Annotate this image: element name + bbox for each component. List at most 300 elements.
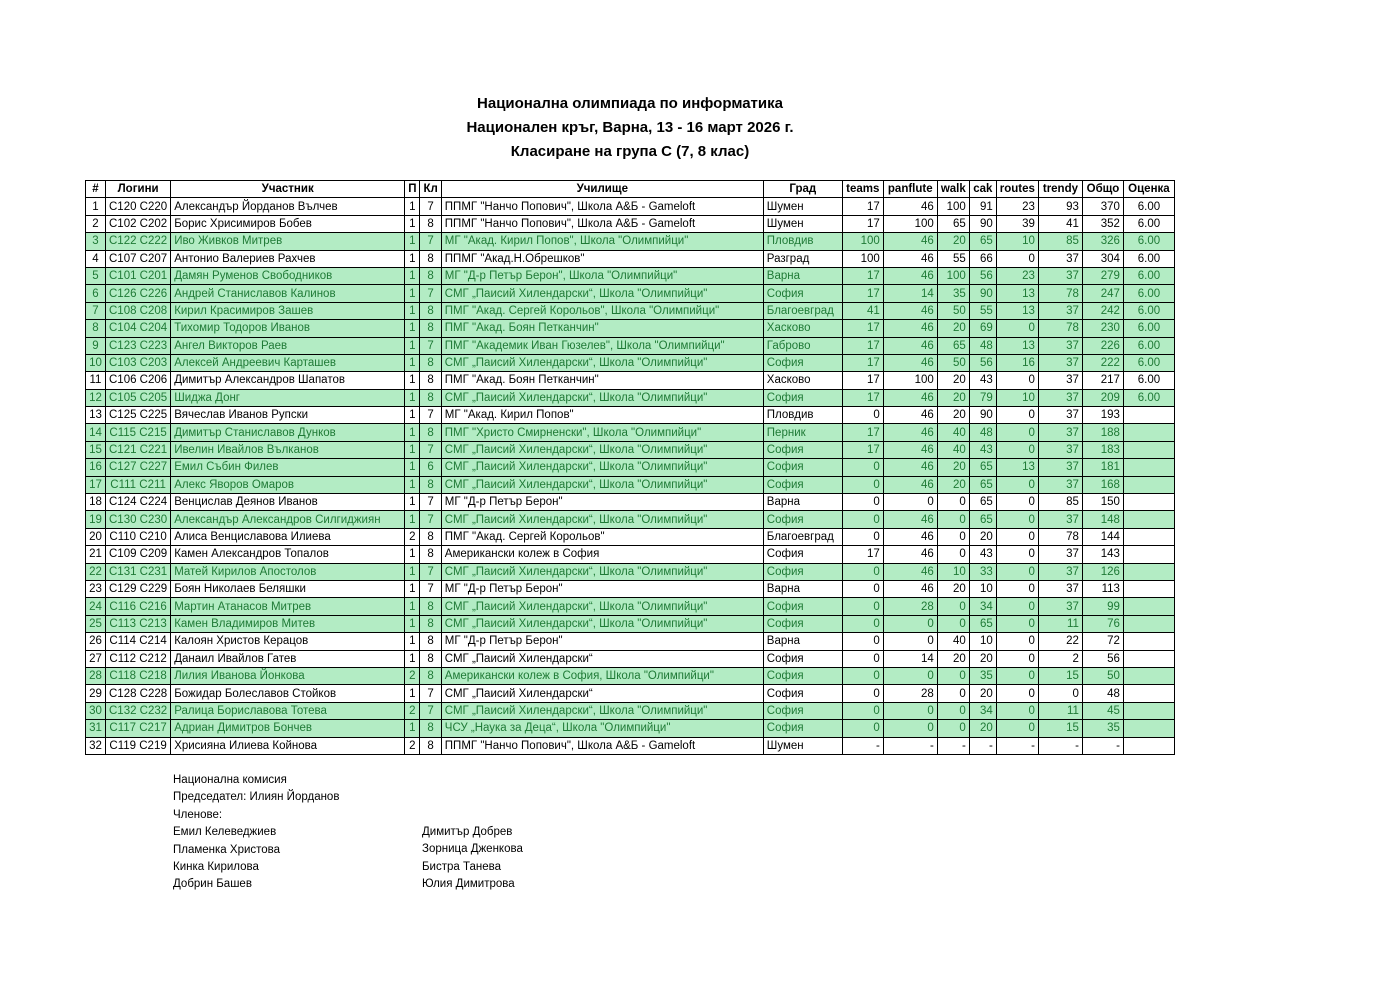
- commission-chair: Председател: Илиян Йорданов: [173, 791, 340, 804]
- table-cell: 99: [1082, 598, 1123, 615]
- table-cell: 0: [996, 563, 1038, 580]
- table-cell: C112 C212: [106, 650, 171, 667]
- table-cell: 217: [1082, 372, 1123, 389]
- table-cell: 2: [405, 702, 420, 719]
- table-cell: Габрово: [763, 337, 842, 354]
- table-cell: Кирил Красимиров Зашев: [171, 302, 405, 319]
- table-cell: 0: [842, 580, 883, 597]
- table-cell: 50: [937, 302, 969, 319]
- table-cell: 0: [937, 494, 969, 511]
- table-cell: 8: [420, 250, 441, 267]
- table-cell: 0: [842, 702, 883, 719]
- table-cell: 6.00: [1123, 198, 1174, 215]
- table-cell: Алиса Венциславова Илиева: [171, 528, 405, 545]
- table-cell: 46: [883, 476, 937, 493]
- table-cell: 34: [969, 702, 996, 719]
- table-cell: Благоевград: [763, 528, 842, 545]
- table-cell: C124 C224: [106, 494, 171, 511]
- table-cell: 0: [996, 633, 1038, 650]
- table-cell: 6.00: [1123, 285, 1174, 302]
- table-cell: 37: [1038, 302, 1082, 319]
- table-cell: C108 C208: [106, 302, 171, 319]
- table-cell: C104 C204: [106, 320, 171, 337]
- table-cell: София: [763, 546, 842, 563]
- table-cell: 7: [420, 580, 441, 597]
- table-cell: 40: [937, 441, 969, 458]
- table-cell: -: [1038, 737, 1082, 754]
- table-cell: Хасково: [763, 372, 842, 389]
- table-cell: 0: [996, 494, 1038, 511]
- table-cell: 7: [420, 511, 441, 528]
- table-cell: 0: [883, 494, 937, 511]
- title-round: Национален кръг, Варна, 13 - 16 март 2026 г.: [466, 119, 794, 136]
- table-cell: 11: [86, 372, 106, 389]
- table-cell: 17: [842, 285, 883, 302]
- column-header: Кл: [420, 181, 441, 198]
- commission-members-col2: [422, 824, 523, 894]
- table-cell: 20: [937, 650, 969, 667]
- table-cell: 35: [937, 285, 969, 302]
- table-cell: 0: [883, 720, 937, 737]
- table-cell: 150: [1082, 494, 1123, 511]
- table-cell: 46: [883, 546, 937, 563]
- table-cell: 93: [1038, 198, 1082, 215]
- table-cell: -: [969, 737, 996, 754]
- table-cell: 8: [420, 667, 441, 684]
- table-cell: 65: [969, 494, 996, 511]
- table-cell: C114 C214: [106, 633, 171, 650]
- table-cell: 209: [1082, 389, 1123, 406]
- table-cell: 143: [1082, 546, 1123, 563]
- table-cell: 15: [1038, 667, 1082, 684]
- table-cell: 352: [1082, 215, 1123, 232]
- column-header: trendy: [1038, 181, 1082, 198]
- table-cell: 181: [1082, 459, 1123, 476]
- table-cell: 1: [405, 459, 420, 476]
- table-cell: Димитър Станиславов Дунков: [171, 424, 405, 441]
- column-header: Логини: [106, 181, 171, 198]
- table-cell: 76: [1082, 615, 1123, 632]
- table-cell: 37: [1038, 511, 1082, 528]
- table-cell: [1123, 441, 1174, 458]
- table-cell: 1: [86, 198, 106, 215]
- table-cell: 0: [842, 720, 883, 737]
- table-cell: [1123, 667, 1174, 684]
- table-cell: 0: [996, 598, 1038, 615]
- table-cell: 8: [420, 354, 441, 371]
- column-header: teams: [842, 181, 883, 198]
- table-cell: C101 C201: [106, 267, 171, 284]
- table-cell: 56: [1082, 650, 1123, 667]
- table-row: [86, 685, 1175, 702]
- table-cell: 65: [969, 476, 996, 493]
- table-cell: 10: [969, 633, 996, 650]
- table-cell: 10: [969, 580, 996, 597]
- table-cell: СМГ „Паисий Хилендарски“: [441, 650, 763, 667]
- table-cell: 35: [969, 667, 996, 684]
- table-cell: 46: [883, 233, 937, 250]
- table-cell: 37: [1038, 354, 1082, 371]
- table-cell: 226: [1082, 337, 1123, 354]
- table-cell: Антонио Валериев Рахчев: [171, 250, 405, 267]
- table-cell: 1: [405, 476, 420, 493]
- table-cell: СМГ „Паисий Хилендарски“, Школа "Олимпийци": [441, 389, 763, 406]
- table-row: [86, 233, 1175, 250]
- table-cell: Ралица Бориславова Тотева: [171, 702, 405, 719]
- commission-members-label: Членове:: [173, 808, 223, 821]
- table-cell: 17: [842, 424, 883, 441]
- table-cell: 8: [420, 528, 441, 545]
- table-row: [86, 650, 1175, 667]
- table-cell: 28: [883, 598, 937, 615]
- title-ranking: Класиране на група C (7, 8 клас): [510, 143, 750, 160]
- table-cell: 7: [420, 233, 441, 250]
- table-cell: 1: [405, 267, 420, 284]
- table-cell: 48: [1082, 685, 1123, 702]
- table-cell: 37: [1038, 250, 1082, 267]
- table-cell: Перник: [763, 424, 842, 441]
- table-row: [86, 737, 1175, 754]
- table-cell: 7: [420, 285, 441, 302]
- table-cell: 23: [86, 580, 106, 597]
- table-cell: София: [763, 650, 842, 667]
- table-cell: 90: [969, 407, 996, 424]
- table-cell: [1123, 720, 1174, 737]
- table-cell: C117 C217: [106, 720, 171, 737]
- table-cell: Божидар Болеславов Стойков: [171, 685, 405, 702]
- table-cell: [1123, 546, 1174, 563]
- table-cell: МГ "Д-р Петър Берон", Школа "Олимпийци": [441, 267, 763, 284]
- table-cell: 1: [405, 250, 420, 267]
- table-cell: 20: [969, 528, 996, 545]
- table-cell: Камен Владимиров Митев: [171, 615, 405, 632]
- table-cell: 69: [969, 320, 996, 337]
- table-cell: 7: [86, 302, 106, 319]
- table-cell: 0: [842, 407, 883, 424]
- table-cell: 37: [1038, 407, 1082, 424]
- table-cell: C125 C225: [106, 407, 171, 424]
- table-cell: Благоевград: [763, 302, 842, 319]
- table-cell: София: [763, 720, 842, 737]
- table-cell: C118 C218: [106, 667, 171, 684]
- table-cell: 37: [1038, 459, 1082, 476]
- table-cell: 8: [420, 320, 441, 337]
- table-cell: 304: [1082, 250, 1123, 267]
- table-cell: 17: [842, 198, 883, 215]
- table-cell: Пловдив: [763, 233, 842, 250]
- table-cell: 43: [969, 546, 996, 563]
- table-cell: 1: [405, 320, 420, 337]
- table-cell: 8: [420, 650, 441, 667]
- table-cell: СМГ „Паисий Хилендарски“, Школа "Олимпийци": [441, 354, 763, 371]
- table-cell: 1: [405, 546, 420, 563]
- table-cell: 0: [996, 424, 1038, 441]
- table-cell: C122 C222: [106, 233, 171, 250]
- table-cell: 46: [883, 441, 937, 458]
- table-row: [86, 459, 1175, 476]
- table-cell: София: [763, 476, 842, 493]
- table-cell: Варна: [763, 580, 842, 597]
- table-cell: Шумен: [763, 737, 842, 754]
- table-cell: Андрей Станиславов Калинов: [171, 285, 405, 302]
- table-cell: 0: [996, 320, 1038, 337]
- table-cell: СМГ „Паисий Хилендарски“, Школа "Олимпийци": [441, 476, 763, 493]
- table-cell: 85: [1038, 233, 1082, 250]
- table-row: [86, 302, 1175, 319]
- table-cell: C111 C211: [106, 476, 171, 493]
- table-cell: 1: [405, 302, 420, 319]
- table-cell: 1: [405, 494, 420, 511]
- table-cell: 46: [883, 528, 937, 545]
- table-cell: 0: [937, 598, 969, 615]
- table-cell: 1: [405, 407, 420, 424]
- table-cell: C103 C203: [106, 354, 171, 371]
- table-cell: 79: [969, 389, 996, 406]
- table-cell: 1: [405, 615, 420, 632]
- table-cell: 28: [86, 667, 106, 684]
- table-row: [86, 441, 1175, 458]
- table-cell: 37: [1038, 546, 1082, 563]
- table-cell: 37: [1038, 337, 1082, 354]
- table-cell: 46: [883, 302, 937, 319]
- table-cell: МГ "Акад. Кирил Попов", Школа "Олимпийци": [441, 233, 763, 250]
- column-header: walk: [937, 181, 969, 198]
- table-cell: СМГ „Паисий Хилендарски“, Школа "Олимпийци": [441, 459, 763, 476]
- table-cell: 144: [1082, 528, 1123, 545]
- table-cell: София: [763, 563, 842, 580]
- table-cell: София: [763, 285, 842, 302]
- table-row: [86, 337, 1175, 354]
- table-cell: 6.00: [1123, 389, 1174, 406]
- column-header: panflute: [883, 181, 937, 198]
- table-cell: 46: [883, 580, 937, 597]
- table-cell: 22: [86, 563, 106, 580]
- table-cell: 65: [969, 459, 996, 476]
- table-cell: Ивелин Ивайлов Вълканов: [171, 441, 405, 458]
- table-cell: 1: [405, 337, 420, 354]
- table-cell: [1123, 685, 1174, 702]
- table-cell: 78: [1038, 320, 1082, 337]
- table-cell: 0: [996, 685, 1038, 702]
- table-cell: 188: [1082, 424, 1123, 441]
- table-cell: 0: [937, 667, 969, 684]
- table-cell: 1: [405, 580, 420, 597]
- table-cell: 55: [937, 250, 969, 267]
- table-cell: 43: [969, 441, 996, 458]
- table-cell: МГ "Д-р Петър Берон": [441, 494, 763, 511]
- table-cell: СМГ „Паисий Хилендарски“, Школа "Олимпийци": [441, 285, 763, 302]
- table-cell: 39: [996, 215, 1038, 232]
- table-cell: 29: [86, 685, 106, 702]
- table-cell: 8: [420, 737, 441, 754]
- table-cell: [1123, 737, 1174, 754]
- table-cell: София: [763, 685, 842, 702]
- table-cell: 6.00: [1123, 233, 1174, 250]
- commission-heading: Национална комисия: [173, 774, 287, 786]
- table-cell: ППМГ "Акад.Н.Обрешков": [441, 250, 763, 267]
- table-cell: 14: [86, 424, 106, 441]
- table-cell: 0: [937, 615, 969, 632]
- table-cell: 15: [1038, 720, 1082, 737]
- member-name: Емил Келеведжиев: [173, 826, 277, 839]
- table-cell: 91: [969, 198, 996, 215]
- table-row: [86, 215, 1175, 232]
- table-cell: 0: [996, 615, 1038, 632]
- table-cell: 2: [405, 528, 420, 545]
- table-cell: СМГ „Паисий Хилендарски“: [441, 685, 763, 702]
- table-cell: 27: [86, 650, 106, 667]
- table-cell: [1123, 650, 1174, 667]
- table-cell: [1123, 563, 1174, 580]
- table-cell: Иво Живков Митрев: [171, 233, 405, 250]
- table-cell: -: [996, 737, 1038, 754]
- table-cell: 222: [1082, 354, 1123, 371]
- table-cell: C115 C215: [106, 424, 171, 441]
- table-cell: Шумен: [763, 198, 842, 215]
- table-row: [86, 580, 1175, 597]
- table-cell: 8: [420, 598, 441, 615]
- table-cell: 16: [86, 459, 106, 476]
- table-cell: 168: [1082, 476, 1123, 493]
- table-cell: -: [937, 737, 969, 754]
- table-cell: 0: [883, 702, 937, 719]
- table-cell: 0: [996, 667, 1038, 684]
- column-header: П: [405, 181, 420, 198]
- table-cell: 2: [86, 215, 106, 232]
- table-cell: 46: [883, 337, 937, 354]
- table-cell: Данаил Ивайлов Гатев: [171, 650, 405, 667]
- column-header: cak: [969, 181, 996, 198]
- table-cell: 247: [1082, 285, 1123, 302]
- table-cell: 48: [969, 337, 996, 354]
- table-cell: 6.00: [1123, 215, 1174, 232]
- table-cell: 0: [883, 615, 937, 632]
- column-header: #: [86, 181, 106, 198]
- table-cell: 7: [420, 685, 441, 702]
- table-cell: 14: [883, 650, 937, 667]
- table-cell: 17: [842, 320, 883, 337]
- table-row: [86, 494, 1175, 511]
- table-cell: 0: [842, 459, 883, 476]
- table-cell: 8: [86, 320, 106, 337]
- table-cell: 1: [405, 441, 420, 458]
- table-cell: Хрисияна Илиева Койнова: [171, 737, 405, 754]
- table-cell: 17: [86, 476, 106, 493]
- table-cell: 0: [996, 372, 1038, 389]
- table-cell: 1: [405, 685, 420, 702]
- table-cell: 0: [937, 685, 969, 702]
- member-name: Кинка Кирилова: [173, 861, 259, 874]
- table-cell: 8: [420, 215, 441, 232]
- table-cell: МГ "Акад. Кирил Попов": [441, 407, 763, 424]
- table-cell: 0: [883, 667, 937, 684]
- table-cell: C127 C227: [106, 459, 171, 476]
- table-cell: 14: [883, 285, 937, 302]
- table-cell: 126: [1082, 563, 1123, 580]
- table-cell: Тихомир Тодоров Иванов: [171, 320, 405, 337]
- table-cell: ПМГ "Акад. Боян Петканчин": [441, 372, 763, 389]
- table-cell: [1123, 702, 1174, 719]
- table-cell: C120 C220: [106, 198, 171, 215]
- table-cell: 8: [420, 389, 441, 406]
- table-cell: 43: [969, 372, 996, 389]
- column-header: Оценка: [1123, 181, 1174, 198]
- member-name: Димитър Добрев: [422, 826, 513, 838]
- table-cell: Шиджа Донг: [171, 389, 405, 406]
- table-cell: 37: [1038, 441, 1082, 458]
- table-cell: 6.00: [1123, 250, 1174, 267]
- table-cell: 41: [842, 302, 883, 319]
- table-cell: 0: [883, 633, 937, 650]
- table-cell: 56: [969, 267, 996, 284]
- table-cell: 6.00: [1123, 354, 1174, 371]
- table-cell: 0: [842, 494, 883, 511]
- table-cell: 1: [405, 511, 420, 528]
- table-cell: C102 C202: [106, 215, 171, 232]
- table-cell: 46: [883, 389, 937, 406]
- table-cell: ЧСУ „Наука за Деца“, Школа "Олимпийци": [441, 720, 763, 737]
- table-cell: 48: [969, 424, 996, 441]
- table-cell: 17: [842, 389, 883, 406]
- table-row: [86, 598, 1175, 615]
- table-cell: Ангел Викторов Раев: [171, 337, 405, 354]
- table-cell: Адриан Димитров Бончев: [171, 720, 405, 737]
- table-row: [86, 372, 1175, 389]
- table-cell: 7: [420, 337, 441, 354]
- table-cell: 20: [937, 580, 969, 597]
- table-cell: 37: [1038, 389, 1082, 406]
- table-cell: 100: [937, 198, 969, 215]
- table-cell: Хасково: [763, 320, 842, 337]
- table-cell: 16: [996, 354, 1038, 371]
- table-cell: 31: [86, 720, 106, 737]
- table-cell: СМГ „Паисий Хилендарски“, Школа "Олимпийци": [441, 441, 763, 458]
- table-cell: Борис Хрисимиров Бобев: [171, 215, 405, 232]
- table-cell: 0: [1038, 685, 1082, 702]
- table-cell: C130 C230: [106, 511, 171, 528]
- table-cell: 230: [1082, 320, 1123, 337]
- table-cell: ПМГ "Академик Иван Гюзелев", Школа "Олимпийци": [441, 337, 763, 354]
- table-cell: C107 C207: [106, 250, 171, 267]
- table-cell: 370: [1082, 198, 1123, 215]
- table-cell: 65: [937, 337, 969, 354]
- table-cell: Калоян Христов Керацов: [171, 633, 405, 650]
- table-cell: [1123, 494, 1174, 511]
- table-cell: 37: [1038, 424, 1082, 441]
- table-cell: Пловдив: [763, 407, 842, 424]
- table-cell: МГ "Д-р Петър Берон": [441, 580, 763, 597]
- table-cell: 0: [996, 580, 1038, 597]
- table-cell: 0: [842, 667, 883, 684]
- table-cell: [1123, 528, 1174, 545]
- table-cell: 28: [883, 685, 937, 702]
- table-cell: 37: [1038, 372, 1082, 389]
- table-cell: 24: [86, 598, 106, 615]
- table-cell: 46: [883, 267, 937, 284]
- table-cell: 6.00: [1123, 337, 1174, 354]
- table-cell: 25: [86, 615, 106, 632]
- table-cell: 0: [937, 702, 969, 719]
- table-cell: 0: [842, 528, 883, 545]
- table-cell: 66: [969, 250, 996, 267]
- table-cell: 6: [86, 285, 106, 302]
- table-cell: 78: [1038, 528, 1082, 545]
- table-cell: [1123, 598, 1174, 615]
- table-body: [86, 198, 1175, 755]
- table-cell: 65: [969, 511, 996, 528]
- table-cell: 100: [842, 250, 883, 267]
- table-row: [86, 511, 1175, 528]
